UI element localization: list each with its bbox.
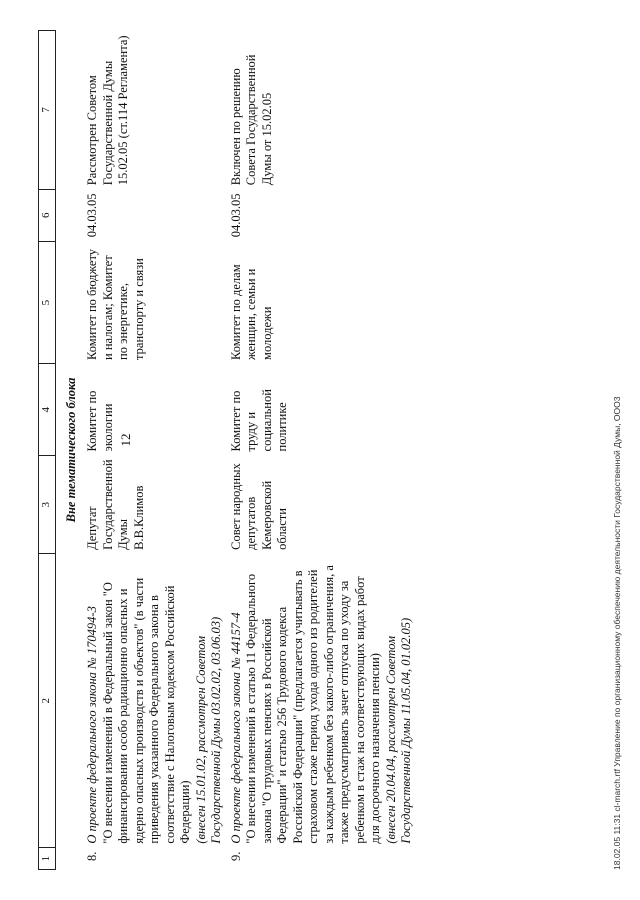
bill-description <box>227 554 417 848</box>
column-header: 4 <box>39 364 56 456</box>
column-header: 2 <box>39 554 56 848</box>
row-number: 8. <box>85 851 99 861</box>
date: 04.03.05 <box>228 193 243 238</box>
column-header: 3 <box>39 455 56 553</box>
header-row <box>39 31 56 870</box>
column-header: 1 <box>39 848 56 870</box>
bill-title: О проекте федерального закона № 44157-4 <box>228 612 243 844</box>
responsible-committee: Комитет по экологии <box>85 390 115 452</box>
section-row <box>55 31 83 870</box>
bill-body: "О внесении изменений в статью 11 Федерального закона "О трудовых пенсиях в Российской Федерации" и статью 256 Трудового кодекса Российской Федерации" (предлагается учитывать в страховом стаже период ухода одного из родителей за каждым ребенком без какого-либо ограничения, а также предусматривать зачет отпуска по уходу за ребенком в стаж на соответствующих видах работ для досрочного назначения пенсии) <box>244 565 382 844</box>
column-header: 6 <box>39 189 56 241</box>
date: 04.03.05 <box>85 193 99 238</box>
footer-text: 18.02.05 11:31 cl-march.rtf Управление по организационному обеспечению деятельности Государственной Думы, ООО3 <box>612 396 622 870</box>
bill-description <box>83 554 227 848</box>
section-title: Вне тематического блока <box>63 377 78 523</box>
initiator: Депутат Государственной Думы В.В.Климов <box>85 459 146 550</box>
row-number: 9. <box>228 851 243 861</box>
agenda-table <box>38 30 417 870</box>
table-row <box>83 31 227 870</box>
page-number: 12 <box>118 433 133 447</box>
responsible-committee: Комитет по труду и социальной политике <box>228 389 289 452</box>
bill-body: "О внесении изменений в Федеральный закон "О финансировании особо радиационно опасных и ядерно опасных производств и объектов" (в части приведения указанного Федерального закона в соответствие с Налоговым кодексом Российской Федерации) <box>100 577 192 844</box>
column-header: 7 <box>39 31 56 190</box>
column-header: 5 <box>39 241 56 364</box>
bill-note: (внесен 20.04.04, рассмотрен Советом Государственной Думы 11.05.04, 01.02.05) <box>383 617 413 844</box>
initiator: Совет народных депутатов Кемеровской области <box>228 463 289 550</box>
co-committees: Комитет по делам женщин, семьи и молодежи <box>228 264 274 360</box>
co-committees: Комитет по бюджету и налогам; Комитет по энергетике, транспорту и связи <box>85 248 146 360</box>
status: Включен по решению Совета Государственной Думы от 15.02.05 <box>228 54 274 186</box>
status: Рассмотрен Советом Государственной Думы 15.02.05 (ст.114 Регламента) <box>85 35 130 186</box>
bill-title: О проекте федерального закона № 170494-3 <box>85 606 99 844</box>
table-row <box>227 31 417 870</box>
bill-note: (внесен 15.01.02, рассмотрен Советом Государственной Думы 03.02.02, 03.06.03) <box>193 616 223 844</box>
